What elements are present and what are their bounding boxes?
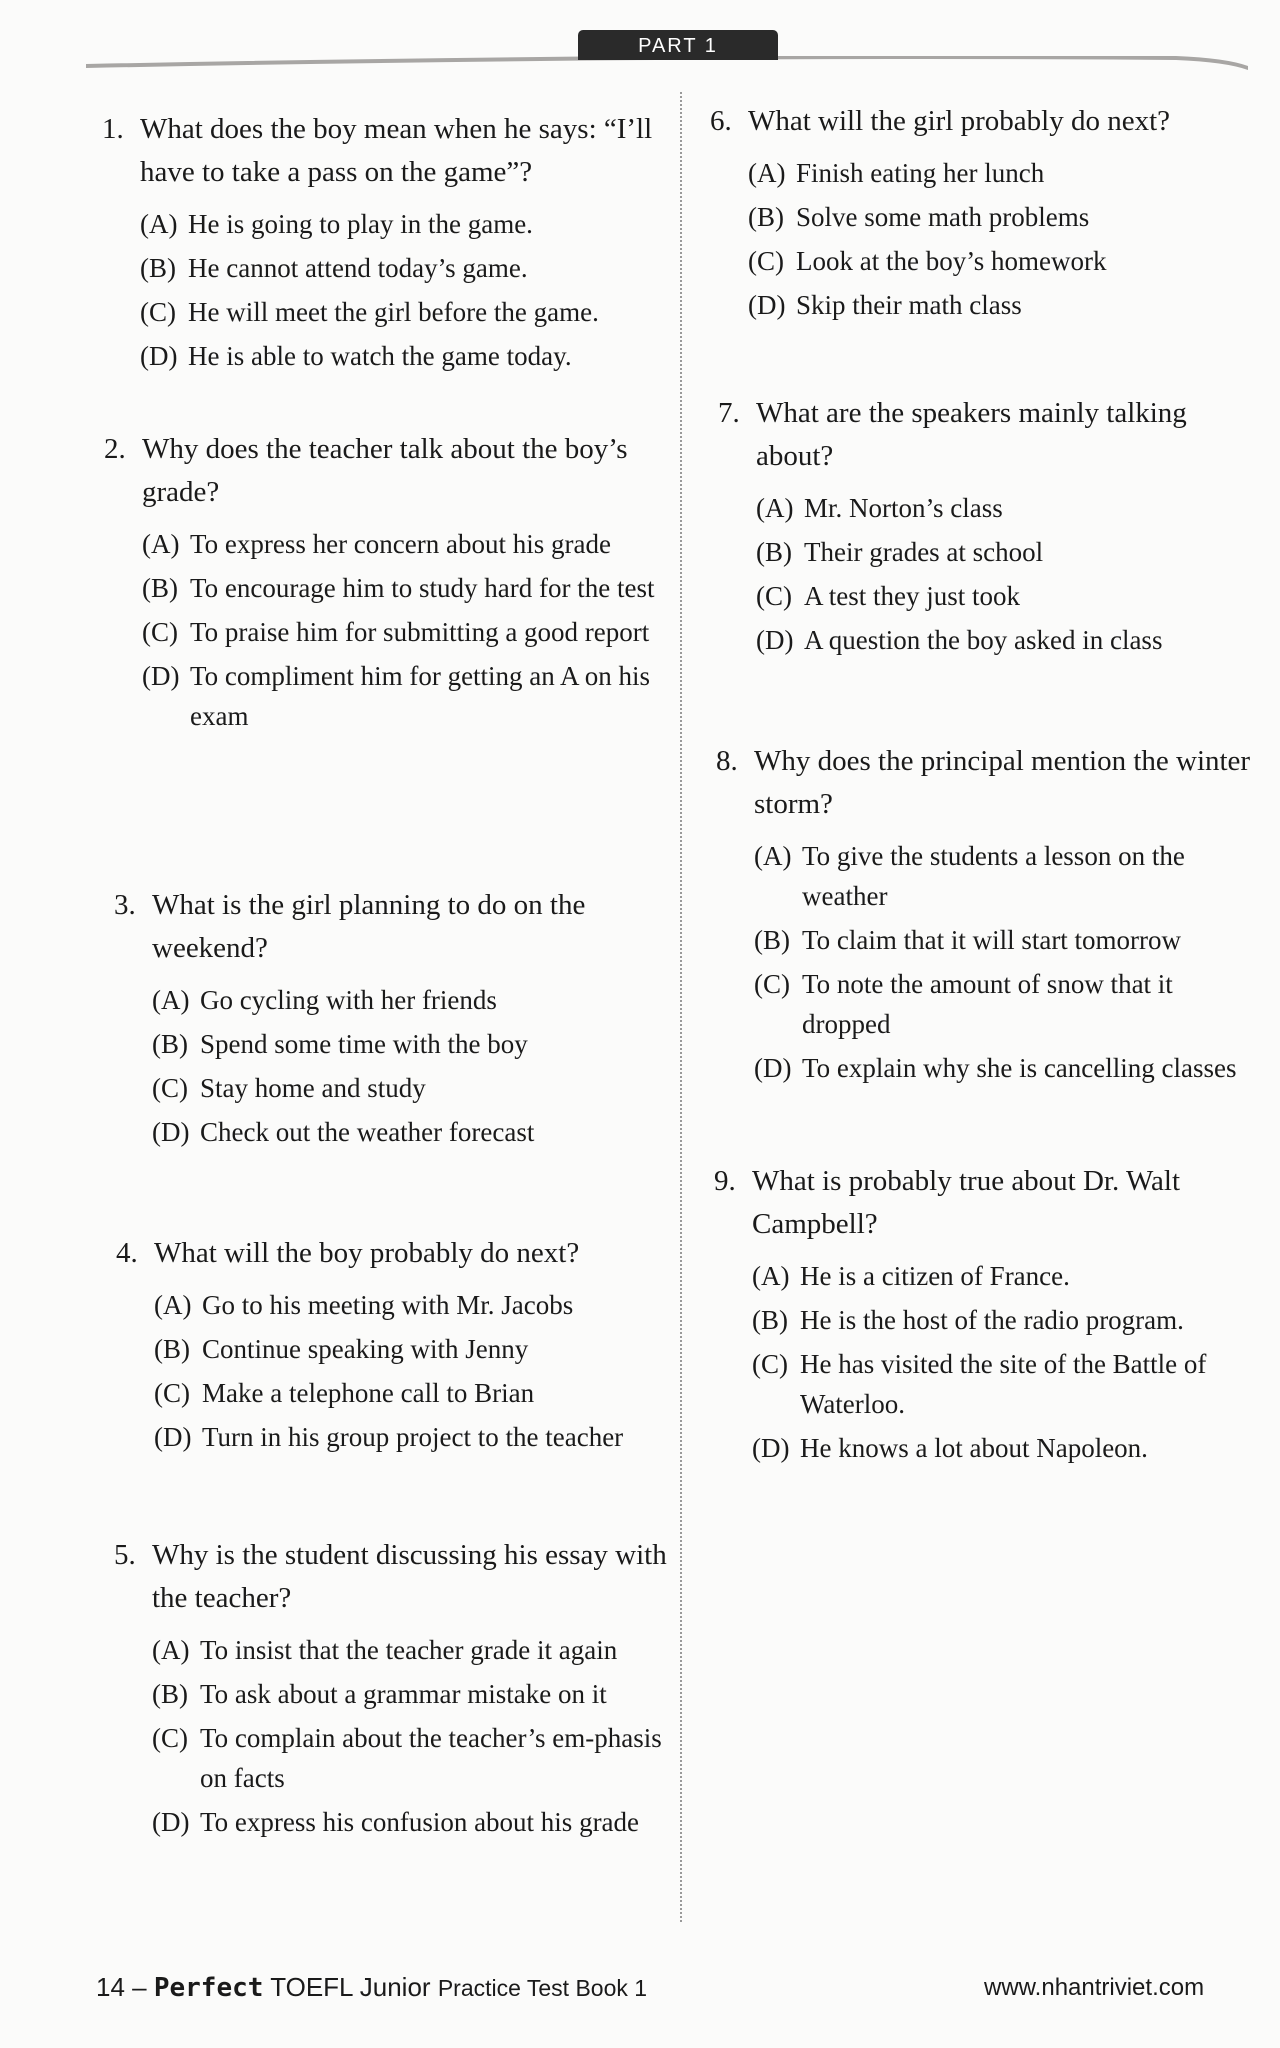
question-6 [710, 100, 1250, 329]
question-stem: What are the speakers mainly talking about? [756, 397, 1187, 472]
option-text: To explain why she is cancelling classes [802, 1053, 1237, 1083]
website-link: www.nhantriviet.com [984, 1974, 1205, 2001]
option-letter: (B) [142, 573, 178, 603]
option-letter: (C) [748, 246, 784, 276]
option-text: Mr. Norton’s class [804, 493, 1003, 523]
option-text: To claim that it will start tomorrow [802, 925, 1182, 955]
option-c[interactable] [748, 241, 1250, 281]
option-letter: (C) [152, 1723, 188, 1753]
option-text: Turn in his group project to the teacher [202, 1422, 624, 1452]
option-a[interactable] [152, 1630, 674, 1670]
option-letter: (A) [756, 493, 794, 523]
option-letter: (A) [154, 1290, 192, 1320]
option-b[interactable] [142, 568, 674, 608]
option-b[interactable] [752, 1300, 1254, 1340]
option-letter: (A) [748, 158, 786, 188]
option-text: He knows a lot about Napoleon. [800, 1433, 1148, 1463]
option-text: To give the students a lesson on the weather [802, 841, 1185, 911]
question-number: 9. [714, 1165, 736, 1197]
option-letter: (D) [140, 341, 178, 371]
book-subtitle: Practice Test Book 1 [437, 1975, 648, 2001]
option-letter: (C) [154, 1378, 190, 1408]
option-a[interactable] [154, 1285, 676, 1325]
question-number: 6. [710, 105, 732, 137]
option-d[interactable] [152, 1802, 674, 1842]
option-text: To insist that the teacher grade it again [200, 1635, 618, 1665]
column-divider [680, 92, 682, 1922]
option-text: Look at the boy’s homework [796, 246, 1107, 276]
option-d[interactable] [752, 1428, 1254, 1468]
question-number: 8. [716, 745, 738, 777]
option-b[interactable] [756, 532, 1258, 572]
option-text: Continue speaking with Jenny [202, 1334, 529, 1364]
option-letter: (A) [152, 1635, 190, 1665]
option-text: Go to his meeting with Mr. Jacobs [202, 1290, 574, 1320]
option-letter: (D) [752, 1433, 790, 1463]
question-3 [114, 884, 674, 1156]
option-text: He will meet the girl before the game. [188, 297, 599, 327]
option-a[interactable] [748, 153, 1250, 193]
option-d[interactable] [152, 1112, 674, 1152]
option-text: To complain about the teacher’s em-phasis on facts [200, 1723, 662, 1793]
option-text: He is a citizen of France. [800, 1261, 1070, 1291]
option-letter: (C) [752, 1349, 788, 1379]
option-letter: (D) [748, 290, 786, 320]
option-letter: (A) [754, 841, 792, 871]
question-number: 7. [718, 397, 740, 429]
brand-name: TOEFL Junior [270, 1972, 431, 2002]
option-text: Skip their math class [796, 290, 1022, 320]
question-number: 4. [116, 1237, 138, 1269]
option-text: Spend some time with the boy [200, 1029, 528, 1059]
question-stem: What is probably true about Dr. Walt Campbell? [752, 1165, 1181, 1240]
option-c[interactable] [142, 612, 674, 652]
option-letter: (B) [754, 925, 790, 955]
option-text: To express her concern about his grade [190, 529, 611, 559]
option-letter: (B) [752, 1305, 788, 1335]
question-number: 2. [104, 433, 126, 465]
option-text: Go cycling with her friends [200, 985, 497, 1015]
option-text: He is going to play in the game. [188, 209, 533, 239]
option-letter: (C) [756, 581, 792, 611]
option-b[interactable] [754, 920, 1261, 960]
option-a[interactable] [754, 836, 1261, 916]
option-letter: (B) [748, 202, 784, 232]
option-letter: (A) [142, 529, 180, 559]
option-text: He has visited the site of the Battle of Waterloo. [800, 1349, 1207, 1419]
option-text: He cannot attend today’s game. [188, 253, 528, 283]
option-letter: (D) [152, 1117, 190, 1147]
option-c[interactable] [140, 292, 667, 332]
option-text: To praise him for submitting a good report [190, 617, 650, 647]
option-letter: (B) [140, 253, 176, 283]
option-text: Stay home and study [200, 1073, 426, 1103]
question-stem: What will the boy probably do next? [154, 1237, 580, 1269]
option-text: To compliment him for getting an A on his exam [190, 661, 651, 731]
option-text: Finish eating her lunch [796, 158, 1045, 188]
option-d[interactable] [140, 336, 667, 376]
page-number: 14 – [96, 1972, 147, 2002]
option-b[interactable] [152, 1024, 674, 1064]
question-8 [716, 740, 1261, 1092]
option-d[interactable] [142, 656, 674, 736]
option-letter: (C) [142, 617, 178, 647]
question-1 [102, 108, 667, 380]
question-number: 5. [114, 1539, 136, 1571]
option-d[interactable] [754, 1048, 1261, 1088]
question-stem: What will the girl probably do next? [748, 105, 1171, 137]
option-text: To note the amount of snow that it dropped [802, 969, 1173, 1039]
option-letter: (D) [142, 661, 180, 691]
question-4 [116, 1232, 676, 1461]
option-letter: (A) [752, 1261, 790, 1291]
option-letter: (B) [756, 537, 792, 567]
option-a[interactable] [152, 980, 674, 1020]
option-letter: (A) [140, 209, 178, 239]
question-5 [114, 1534, 674, 1846]
option-letter: (B) [152, 1029, 188, 1059]
option-letter: (B) [152, 1679, 188, 1709]
option-text: To express his confusion about his grade [200, 1807, 640, 1837]
option-text: A question the boy asked in class [804, 625, 1163, 655]
question-stem: Why does the principal mention the winter storm? [754, 745, 1251, 820]
question-stem: Why does the teacher talk about the boy’s grade? [142, 433, 628, 508]
option-letter: (C) [754, 969, 790, 999]
question-stem: Why is the student discussing his essay with the teacher? [152, 1539, 667, 1614]
option-d[interactable] [756, 620, 1258, 660]
option-b[interactable] [748, 197, 1250, 237]
option-c[interactable] [756, 576, 1258, 616]
option-b[interactable] [152, 1674, 674, 1714]
option-a[interactable] [756, 488, 1258, 528]
option-text: He is able to watch the game today. [188, 341, 572, 371]
option-letter: (C) [152, 1073, 188, 1103]
option-c[interactable] [754, 964, 1261, 1044]
question-stem: What does the boy mean when he says: “I’ll have to take a pass on the game”? [140, 113, 653, 188]
option-c[interactable] [152, 1718, 674, 1798]
option-a[interactable] [140, 204, 667, 244]
option-d[interactable] [748, 285, 1250, 325]
option-text: He is the host of the radio program. [800, 1305, 1184, 1335]
option-b[interactable] [140, 248, 667, 288]
option-c[interactable] [752, 1344, 1254, 1424]
option-letter: (A) [152, 985, 190, 1015]
option-b[interactable] [154, 1329, 676, 1369]
option-letter: (D) [152, 1807, 190, 1837]
option-a[interactable] [142, 524, 674, 564]
option-letter: (C) [140, 297, 176, 327]
question-2 [104, 428, 674, 740]
question-number: 3. [114, 889, 136, 921]
question-9 [714, 1160, 1254, 1472]
option-text: Make a telephone call to Brian [202, 1378, 535, 1408]
option-c[interactable] [154, 1373, 676, 1413]
option-letter: (D) [756, 625, 794, 655]
option-text: Solve some math problems [796, 202, 1090, 232]
option-text: Check out the weather forecast [200, 1117, 535, 1147]
option-text: Their grades at school [804, 537, 1044, 567]
option-letter: (D) [754, 1053, 792, 1083]
option-letter: (D) [154, 1422, 192, 1452]
brand-bold: Perfect [153, 1973, 264, 2003]
question-7 [718, 392, 1258, 664]
part-label: PART 1 [578, 30, 778, 60]
option-d[interactable] [154, 1417, 676, 1457]
option-text: To ask about a grammar mistake on it [200, 1679, 607, 1709]
option-letter: (B) [154, 1334, 190, 1364]
option-a[interactable] [752, 1256, 1254, 1296]
footer-book-title [96, 1972, 647, 2003]
question-number: 1. [102, 113, 124, 145]
option-text: A test they just took [804, 581, 1020, 611]
option-text: To encourage him to study hard for the test [190, 573, 655, 603]
option-c[interactable] [152, 1068, 674, 1108]
question-stem: What is the girl planning to do on the weekend? [152, 889, 586, 964]
